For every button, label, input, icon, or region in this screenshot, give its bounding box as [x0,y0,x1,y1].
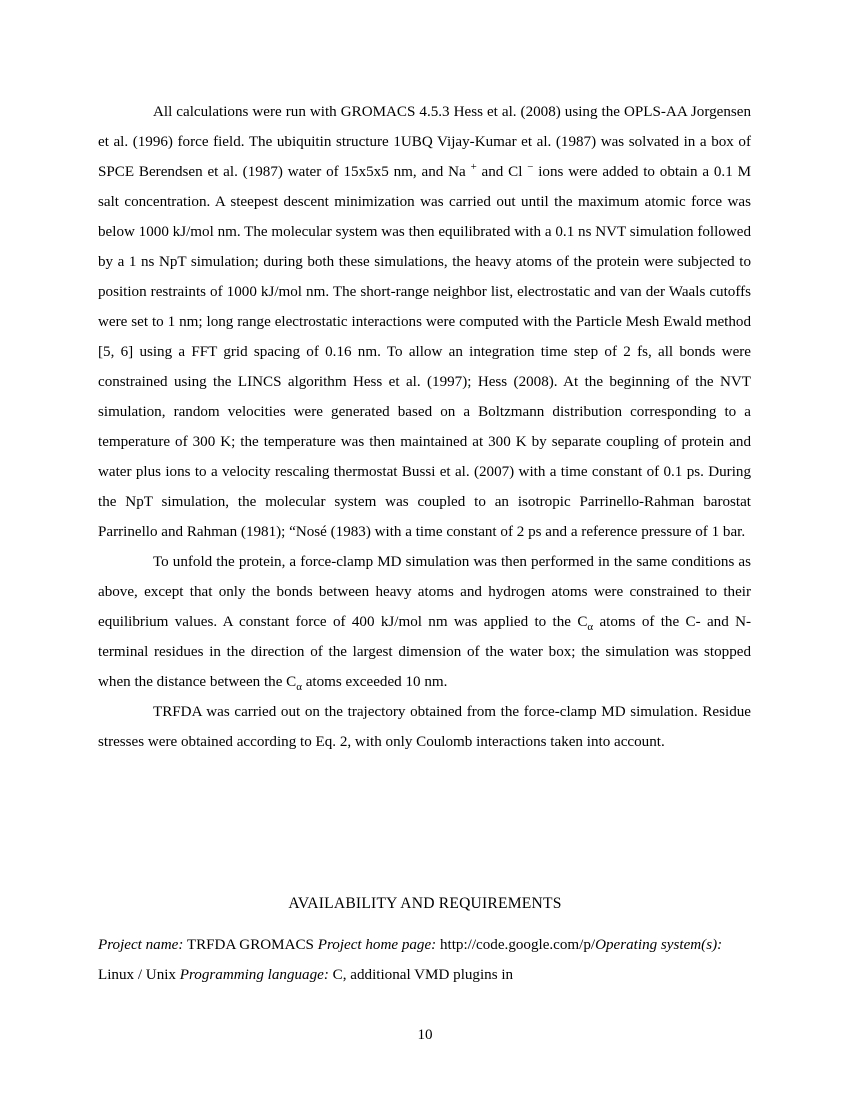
paragraph-trfda-analysis [98,697,751,757]
value-project-name-text: TRFDA GROMACS [186,937,314,953]
paragraph-methods-simulation [98,97,751,547]
page-number: 10 [417,1027,433,1043]
paragraph-unfolding-protocol [98,547,751,697]
superscript-plus-charge: + [470,160,477,173]
subscript-alpha: α [296,681,302,694]
label-programming-language: Programming language: [179,967,329,983]
label-project-name: Project name: [98,937,184,953]
paragraph-segment: atoms exceeded 10 nm. [301,674,448,690]
availability-line-2 [98,960,751,990]
paragraph-segment: atoms of the C- and N-terminal residues in the direction of the largest dimension of the water box; the simulation was stopped when the distance between the C [98,614,752,690]
label-project-home-page: Project home page: [317,937,437,953]
superscript-minus-charge: − [527,160,534,173]
paragraph-segment: and Cl [476,164,528,180]
paragraph-segment: To unfold the protein, a force-clamp MD simulation was then performed in the same conditions as above, except that only the bonds between heavy atoms and hydrogen atoms were constrained to their equilibrium values. A constant force of 400 kJ/mol nm was applied to the C [98,554,751,630]
paragraph-segment: All calculations were run with GROMACS 4.5.3 Hess et al. (2008) using the OPLS-AA Jorgensen et al. (1996) force field. The ubiquitin structure 1UBQ Vijay-Kumar et al. (1987) was solvated in a box of SPCE Berendsen et al. (1987) water of 15x5x5 nm, and Na [98,104,751,180]
subscript-alpha: α [587,621,594,634]
paragraph-segment: ions were added to obtain a 0.1 M salt concentration. A steepest descent minimization was carried out until the maximum atomic force was below 1000 kJ/mol nm. The molecular system was then equilibrated with a 0.1 ns NVT simulation followed by a 1 ns NpT simulation; during both these simulations, the heavy atoms of the protein were subjected to position restraints of 1000 kJ/mol nm. The short-range neighbor list, electrostatic and van der Waals cutoffs were set to 1 nm; long range electrostatic interactions were computed with the Particle Mesh Ewald method [5, 6] using a FFT grid spacing of 0.16 nm. To allow an integration time step of 2 fs, all bonds were constrained using the LINCS algorithm Hess et al. (1997); Hess (2008). At the beginning of the NVT simulation, random velocities were generated based on a Boltzmann distribution corresponding to a temperature of 300 K; the temperature was then maintained at 300 K by separate coupling of protein and water plus ions to a velocity rescaling thermostat Bussi et al. (2007) with a time constant of 0.1 ps. During the NpT simulation, the molecular system was coupled to an isotropic Parrinello-Rahman barostat Parrinello and Rahman (1981); “Nosé (1983) with a time constant of 2 ps and a reference pressure of 1 bar. [98,164,752,540]
availability-line-1 [98,930,751,960]
value-project-home-page: http://code.google.com/p/ [440,937,596,953]
availability-details [98,930,751,990]
paragraph-segment: TRFDA was carried out on the trajectory obtained from the force-clamp MD simulation. Residue stresses were obtained according to Eq. 2, with only Coulomb interactions taken into account. [98,704,751,750]
body-text-block [98,97,751,757]
value-programming-language: C, additional VMD plugins in [332,967,514,983]
label-operating-system: Operating system(s): [595,937,723,953]
section-heading-availability: AVAILABILITY AND REQUIREMENTS [288,895,562,912]
value-operating-system: Linux / Unix [98,967,176,983]
